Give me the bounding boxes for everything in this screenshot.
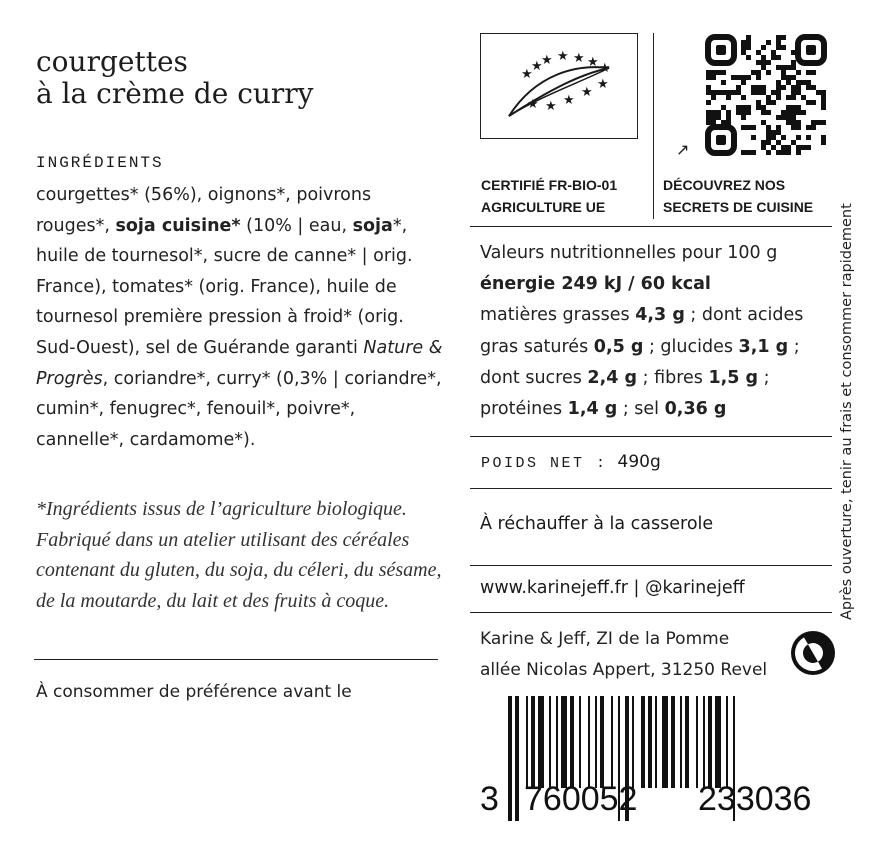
qr-module bbox=[796, 150, 801, 155]
qr-module bbox=[781, 150, 786, 155]
qr-module bbox=[746, 55, 751, 60]
qr-module bbox=[711, 90, 716, 95]
svg-text:★: ★ bbox=[597, 77, 609, 92]
energy-value: énergie 249 kJ / 60 kcal bbox=[480, 274, 711, 295]
qr-module bbox=[796, 120, 801, 125]
ingredient-italic: Nature & Progrès bbox=[36, 337, 443, 389]
qr-module bbox=[751, 90, 756, 95]
qr-module bbox=[771, 135, 776, 140]
qr-module bbox=[791, 90, 796, 95]
qr-module bbox=[811, 70, 816, 75]
qr-module bbox=[781, 75, 786, 80]
qr-module bbox=[736, 85, 741, 90]
barcode-bar bbox=[680, 696, 682, 788]
svg-text:★: ★ bbox=[541, 53, 553, 68]
qr-module bbox=[706, 75, 711, 80]
qr-module bbox=[806, 80, 811, 85]
qr-module bbox=[786, 110, 791, 115]
qr-module bbox=[741, 75, 746, 80]
qr-module bbox=[786, 145, 791, 150]
qr-module bbox=[776, 115, 781, 120]
qr-module bbox=[711, 75, 716, 80]
qr-module bbox=[821, 105, 826, 110]
nutrition-row: matières grasses 4,3 g ; dont acides bbox=[480, 305, 804, 326]
svg-text:★: ★ bbox=[521, 67, 533, 82]
net-weight-value: 490g bbox=[617, 452, 661, 472]
ingredients-text: (10% | eau, bbox=[240, 215, 353, 236]
barcode-bar bbox=[538, 696, 544, 788]
qr-module bbox=[706, 110, 711, 115]
ingredient-bold: soja bbox=[352, 215, 393, 236]
qr-module bbox=[806, 125, 811, 130]
product-title bbox=[36, 46, 314, 110]
barcode-bar bbox=[556, 696, 558, 788]
qr-module bbox=[716, 115, 721, 120]
qr-module bbox=[786, 150, 791, 155]
qr-module bbox=[786, 115, 791, 120]
qr-module bbox=[776, 90, 781, 95]
qr-module bbox=[796, 125, 801, 130]
qr-module bbox=[766, 150, 771, 155]
nutrition-row: gras saturés 0,5 g ; glucides 3,1 g ; bbox=[480, 336, 800, 357]
qr-module bbox=[741, 115, 746, 120]
qr-module bbox=[811, 125, 816, 130]
qr-module bbox=[806, 70, 811, 75]
qr-module bbox=[746, 105, 751, 110]
nutrition-energy bbox=[480, 269, 830, 300]
qr-module bbox=[761, 105, 766, 110]
arrow-icon: ↗ bbox=[676, 142, 690, 159]
qr-module bbox=[746, 45, 751, 50]
qr-module bbox=[756, 60, 761, 65]
qr-module bbox=[821, 95, 826, 100]
qr-module bbox=[776, 55, 781, 60]
qr-module bbox=[801, 95, 806, 100]
discover-text bbox=[663, 174, 813, 218]
certification-line2: AGRICULTURE UE bbox=[481, 199, 606, 215]
qr-code-icon[interactable] bbox=[704, 33, 828, 157]
barcode-bar bbox=[508, 696, 512, 821]
reheat-instructions: À réchauffer à la casserole bbox=[480, 514, 714, 534]
qr-module bbox=[741, 125, 746, 130]
qr-module bbox=[771, 90, 776, 95]
svg-text:★: ★ bbox=[599, 61, 611, 76]
qr-module bbox=[711, 120, 716, 125]
qr-module bbox=[741, 105, 746, 110]
qr-module bbox=[721, 120, 726, 125]
qr-module bbox=[721, 80, 726, 85]
ingredients-text: , coriandre*, curry* (0,3% | coriandre*, cumin*, fenugrec*, fenouil*, poivre*, cannelle*, cardamome*). bbox=[36, 368, 442, 450]
qr-module bbox=[761, 55, 766, 60]
qr-module bbox=[711, 95, 716, 100]
qr-module bbox=[821, 140, 826, 145]
net-weight-label: POIDS NET : bbox=[481, 455, 608, 472]
qr-module bbox=[741, 45, 746, 50]
qr-module bbox=[806, 100, 811, 105]
qr-module bbox=[766, 125, 771, 130]
qr-module bbox=[766, 130, 771, 135]
qr-module bbox=[736, 110, 741, 115]
qr-module bbox=[786, 95, 791, 100]
company-address bbox=[480, 624, 767, 686]
qr-module bbox=[821, 135, 826, 140]
qr-module bbox=[726, 120, 731, 125]
qr-module bbox=[716, 70, 721, 75]
qr-module bbox=[751, 135, 756, 140]
qr-module bbox=[746, 110, 751, 115]
qr-module bbox=[751, 150, 756, 155]
qr-module bbox=[756, 50, 761, 55]
barcode-bar bbox=[703, 696, 705, 788]
qr-module bbox=[806, 85, 811, 90]
divider bbox=[470, 488, 832, 489]
qr-module bbox=[806, 145, 811, 150]
qr-module bbox=[711, 110, 716, 115]
barcode-bar bbox=[611, 696, 613, 788]
qr-module bbox=[726, 115, 731, 120]
barcode-bar bbox=[662, 696, 668, 788]
qr-module bbox=[726, 90, 731, 95]
qr-module bbox=[721, 105, 726, 110]
qr-module bbox=[796, 90, 801, 95]
best-before: À consommer de préférence avant le bbox=[36, 682, 352, 702]
website-link[interactable]: www.karinejeff.fr | @karinejeff bbox=[480, 578, 745, 598]
qr-module bbox=[761, 85, 766, 90]
qr-module bbox=[721, 70, 726, 75]
eu-organic-leaf-icon bbox=[480, 33, 638, 139]
qr-module bbox=[761, 65, 766, 70]
qr-module bbox=[711, 70, 716, 75]
qr-module bbox=[746, 40, 751, 45]
qr-module bbox=[741, 110, 746, 115]
svg-text:★: ★ bbox=[531, 59, 543, 74]
ingredients-list bbox=[36, 180, 446, 455]
qr-module bbox=[756, 75, 761, 80]
qr-module bbox=[801, 145, 806, 150]
qr-module bbox=[791, 65, 796, 70]
barcode-bar bbox=[515, 696, 519, 821]
qr-module bbox=[741, 95, 746, 100]
qr-module bbox=[771, 130, 776, 135]
qr-module bbox=[766, 100, 771, 105]
qr-module bbox=[731, 90, 736, 95]
qr-module bbox=[741, 40, 746, 45]
discover-line2: SECRETS DE CUISINE bbox=[663, 199, 814, 215]
qr-module bbox=[766, 140, 771, 145]
nutrition-row: protéines 1,4 g ; sel 0,36 g bbox=[480, 399, 727, 420]
divider bbox=[470, 436, 832, 437]
qr-module bbox=[776, 130, 781, 135]
storage-instructions: Après ouverture, tenir au frais et consommer rapidement bbox=[839, 203, 855, 620]
qr-module bbox=[706, 115, 711, 120]
barcode-bar bbox=[595, 696, 597, 788]
divider bbox=[653, 33, 654, 219]
qr-module bbox=[791, 110, 796, 115]
qr-module bbox=[766, 40, 771, 45]
svg-text:★: ★ bbox=[545, 99, 557, 114]
barcode-bar bbox=[696, 696, 698, 788]
qr-module bbox=[796, 85, 801, 90]
barcode-bar bbox=[579, 696, 581, 788]
qr-module bbox=[746, 125, 751, 130]
qr-module bbox=[771, 55, 776, 60]
qr-module bbox=[756, 85, 761, 90]
qr-module bbox=[766, 110, 771, 115]
ingredients-text: *, huile de tournesol*, sucre de canne* | orig. France), tomates* (orig. France), huile de tournesol première pression à froid* (orig. Sud-Ouest), sel de Guérande garanti bbox=[36, 215, 413, 358]
qr-module bbox=[776, 65, 781, 70]
qr-module bbox=[821, 120, 826, 125]
qr-module bbox=[741, 80, 746, 85]
qr-module bbox=[751, 125, 756, 130]
qr-module bbox=[751, 85, 756, 90]
certification-line1: CERTIFIÉ FR-BIO-01 bbox=[481, 177, 618, 193]
barcode-bar bbox=[648, 696, 652, 788]
barcode-digit-first: 3 bbox=[480, 780, 499, 818]
qr-module bbox=[771, 100, 776, 105]
qr-module bbox=[761, 45, 766, 50]
qr-module bbox=[786, 65, 791, 70]
qr-module bbox=[706, 70, 711, 75]
barcode-bar bbox=[655, 696, 657, 788]
qr-module bbox=[761, 140, 766, 145]
qr-module bbox=[766, 60, 771, 65]
nutrition-facts bbox=[480, 238, 830, 425]
barcode-bar bbox=[641, 696, 645, 788]
qr-module bbox=[781, 135, 786, 140]
qr-module bbox=[791, 105, 796, 110]
qr-module bbox=[761, 110, 766, 115]
qr-module bbox=[771, 50, 776, 55]
qr-module bbox=[796, 110, 801, 115]
qr-module bbox=[791, 95, 796, 100]
ingredients-text: courgettes* (56%), oignons*, poivrons rouges*, bbox=[36, 185, 372, 236]
product-title-line2: à la crème de curry bbox=[36, 77, 314, 110]
qr-module bbox=[776, 45, 781, 50]
qr-module bbox=[791, 125, 796, 130]
qr-module bbox=[811, 100, 816, 105]
svg-text:★: ★ bbox=[527, 97, 539, 112]
qr-module bbox=[791, 75, 796, 80]
qr-module bbox=[726, 110, 731, 115]
barcode-bar bbox=[549, 696, 551, 788]
qr-module bbox=[776, 95, 781, 100]
barcode-bar bbox=[600, 696, 604, 788]
certification bbox=[481, 174, 617, 218]
qr-module bbox=[761, 60, 766, 65]
divider bbox=[470, 565, 832, 566]
address-line2: allée Nicolas Appert, 31250 Revel bbox=[480, 660, 768, 680]
qr-module bbox=[786, 120, 791, 125]
organic-note: *Ingrédients issus de l’agriculture biologique. Fabriqué dans un atelier utilisant des céréales contenant du gluten, du soja, du céleri, du sésame, de la moutarde, du lait et des fruits à coque. bbox=[36, 498, 442, 612]
qr-module bbox=[791, 85, 796, 90]
qr-module bbox=[816, 90, 821, 95]
qr-module bbox=[786, 80, 791, 85]
qr-module bbox=[781, 35, 786, 40]
qr-module bbox=[776, 140, 781, 145]
qr-module bbox=[761, 120, 766, 125]
qr-module bbox=[716, 110, 721, 115]
qr-module bbox=[776, 80, 781, 85]
qr-module bbox=[781, 85, 786, 90]
qr-module bbox=[756, 105, 761, 110]
qr-module bbox=[781, 145, 786, 150]
barcode-bar bbox=[632, 696, 634, 788]
green-dot-recycle-icon bbox=[789, 629, 837, 677]
qr-module bbox=[766, 95, 771, 100]
qr-module bbox=[761, 90, 766, 95]
qr-module bbox=[711, 115, 716, 120]
qr-module bbox=[736, 75, 741, 80]
divider bbox=[470, 612, 832, 613]
qr-module bbox=[706, 90, 711, 95]
qr-module bbox=[721, 90, 726, 95]
qr-module bbox=[811, 120, 816, 125]
divider bbox=[470, 226, 832, 227]
qr-module bbox=[746, 150, 751, 155]
barcode-bar bbox=[726, 696, 728, 788]
qr-module bbox=[801, 110, 806, 115]
qr-module bbox=[776, 150, 781, 155]
qr-module bbox=[761, 145, 766, 150]
barcode-digits-left: 760052 bbox=[524, 780, 638, 818]
qr-module bbox=[731, 75, 736, 80]
qr-module bbox=[776, 35, 781, 40]
nutrition-heading: Valeurs nutritionnelles pour 100 g bbox=[480, 243, 778, 263]
qr-module bbox=[726, 95, 731, 100]
qr-module bbox=[706, 120, 711, 125]
qr-module bbox=[806, 135, 811, 140]
ingredients-heading: INGRÉDIENTS bbox=[36, 154, 164, 172]
net-weight bbox=[481, 452, 661, 472]
qr-module bbox=[796, 80, 801, 85]
barcode-bar bbox=[531, 696, 535, 788]
barcode-bar bbox=[708, 696, 712, 788]
divider bbox=[34, 659, 438, 660]
qr-module bbox=[736, 90, 741, 95]
qr-module bbox=[781, 115, 786, 120]
barcode-bar bbox=[588, 696, 590, 788]
barcode-bar bbox=[526, 696, 528, 788]
qr-module bbox=[796, 70, 801, 75]
qr-module bbox=[791, 120, 796, 125]
qr-module bbox=[751, 70, 756, 75]
qr-module bbox=[741, 50, 746, 55]
svg-text:★: ★ bbox=[587, 55, 599, 70]
svg-text:★: ★ bbox=[557, 49, 569, 64]
qr-module bbox=[821, 90, 826, 95]
qr-module bbox=[746, 35, 751, 40]
qr-module bbox=[796, 145, 801, 150]
qr-module bbox=[781, 65, 786, 70]
qr-module bbox=[791, 60, 796, 65]
qr-module bbox=[766, 70, 771, 75]
barcode-bar bbox=[685, 696, 689, 788]
qr-module bbox=[781, 110, 786, 115]
qr-module bbox=[786, 75, 791, 80]
barcode-digits-right: 233036 bbox=[698, 780, 812, 818]
discover-line1: DÉCOUVREZ NOS bbox=[663, 177, 786, 193]
barcode-bar bbox=[561, 696, 567, 788]
qr-module bbox=[791, 50, 796, 55]
qr-module bbox=[776, 125, 781, 130]
qr-module bbox=[736, 105, 741, 110]
qr-module bbox=[706, 100, 711, 105]
barcode-bar bbox=[570, 696, 574, 788]
qr-module bbox=[801, 80, 806, 85]
qr-module bbox=[796, 105, 801, 110]
qr-module bbox=[791, 115, 796, 120]
qr-module bbox=[716, 90, 721, 95]
qr-module bbox=[781, 70, 786, 75]
qr-module bbox=[756, 100, 761, 105]
svg-text:★: ★ bbox=[573, 51, 585, 66]
svg-text:★: ★ bbox=[581, 85, 593, 100]
qr-module bbox=[741, 150, 746, 155]
qr-module bbox=[776, 40, 781, 45]
qr-module bbox=[816, 120, 821, 125]
qr-module bbox=[771, 145, 776, 150]
product-title-line1: courgettes bbox=[36, 45, 188, 78]
ingredient-bold: soja cuisine* bbox=[115, 215, 241, 236]
qr-module bbox=[821, 100, 826, 105]
svg-text:★: ★ bbox=[563, 93, 575, 108]
qr-module bbox=[791, 140, 796, 145]
qr-module bbox=[776, 85, 781, 90]
qr-module bbox=[796, 135, 801, 140]
qr-module bbox=[706, 85, 711, 90]
qr-module bbox=[746, 75, 751, 80]
qr-module bbox=[781, 45, 786, 50]
qr-module bbox=[756, 90, 761, 95]
nutrition-row: dont sucres 2,4 g ; fibres 1,5 g ; bbox=[480, 367, 770, 388]
qr-module bbox=[766, 135, 771, 140]
barcode-bar bbox=[715, 696, 721, 788]
qr-module bbox=[756, 70, 761, 75]
address-line1: Karine & Jeff, ZI de la Pomme bbox=[480, 629, 730, 649]
qr-module bbox=[786, 105, 791, 110]
qr-module bbox=[811, 85, 816, 90]
barcode-bar bbox=[671, 696, 675, 788]
